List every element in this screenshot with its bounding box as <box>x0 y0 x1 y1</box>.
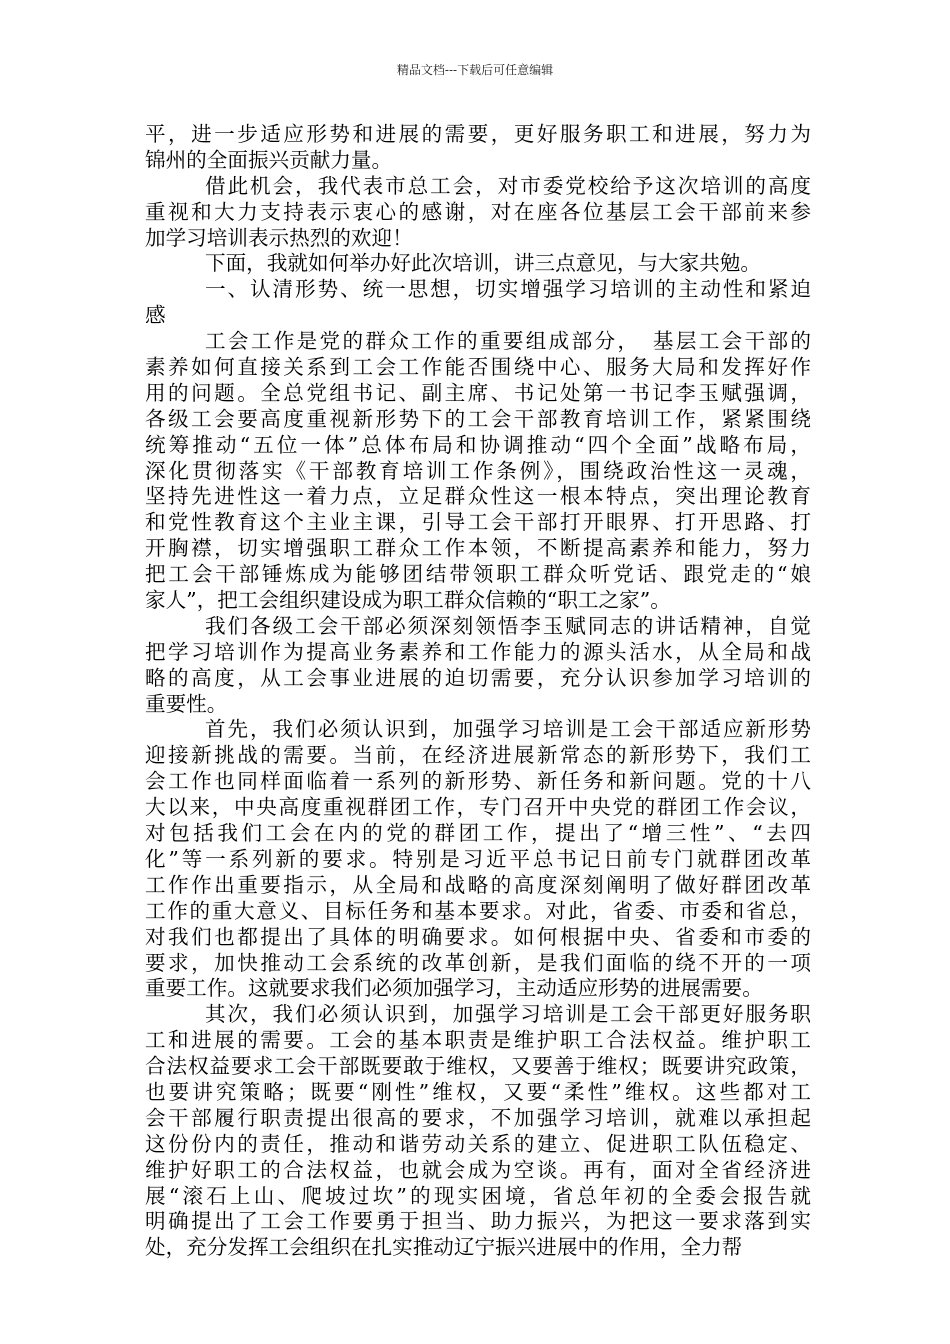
paragraph <box>145 277 811 329</box>
text-line: 对我们也都提出了具体的明确要求。如何根据中央、省委和市委的 <box>145 924 811 949</box>
text-line: 工和进展的需要。工会的基本职责是维护职工合法权益。维护职工 <box>145 1028 811 1053</box>
text-line: 下面，我就如何举办好此次培训，讲三点意见，与大家共勉。 <box>205 251 762 276</box>
text-line: 借此机会，我代表市总工会，对市委党校给予这次培训的高度 <box>205 173 811 198</box>
text-line: 首先，我们必须认识到，加强学习培训是工会干部适应新形势 <box>205 717 811 742</box>
text-line: 迎接新挑战的需要。当前，在经济进展新常态的新形势下，我们工 <box>145 743 811 768</box>
text-line: 工会工作是党的群众工作的重要组成部分， 基层工会干部的 <box>205 329 811 354</box>
text-line: 略的高度，从工会事业进展的迫切需要，充分认识参加学习培训的 <box>145 665 811 690</box>
text-line: 和党性教育这个主业主课，引导工会干部打开眼界、打开思路、打 <box>145 510 811 535</box>
text-line: 明确提出了工会工作要勇于担当、助力振兴，为把这一要求落到实 <box>145 1209 811 1234</box>
text-line: 我们各级工会干部必须深刻领悟李玉赋同志的讲话精神，自觉 <box>205 613 811 638</box>
text-line: 一、认清形势、统一思想，切实增强学习培训的主动性和紧迫 <box>205 277 811 302</box>
paragraph <box>145 174 811 252</box>
text-line: 把工会干部锤炼成为能够团结带领职工群众听党话、跟党走的“娘 <box>145 562 811 587</box>
paragraph <box>145 717 811 1002</box>
text-line: 对包括我们工会在内的党的群团工作，提出了“增三性”、“去四 <box>145 821 811 846</box>
text-line: 会工作也同样面临着一系列的新形势、新任务和新问题。党的十八 <box>145 769 811 794</box>
text-line: 素养如何直接关系到工会工作能否围绕中心、服务大局和发挥好作 <box>145 355 811 380</box>
paragraph <box>145 329 811 614</box>
text-line: 坚持先进性这一着力点，立足群众性这一根本特点，突出理论教育 <box>145 484 811 509</box>
text-line: 工作的重大意义、目标任务和基本要求。对此，省委、市委和省总， <box>145 898 811 923</box>
text-line: 深化贯彻落实《干部教育培训工作条例》，围绕政治性这一灵魂， <box>145 458 811 483</box>
text-line: 重视和大力支持表示衷心的感谢，对在座各位基层工会干部前来参 <box>145 199 811 224</box>
text-line: 展“滚石上山、爬坡过坎”的现实困境，省总年初的全委会报告就 <box>145 1183 811 1208</box>
text-line: 大以来，中央高度重视群团工作，专门召开中央党的群团工作会议， <box>145 795 811 820</box>
text-line: 各级工会要高度重视新形势下的工会干部教育培训工作，紧紧围绕 <box>145 406 811 431</box>
text-line: 用的问题。全总党组书记、副主席、书记处第一书记李玉赋强调， <box>145 380 811 405</box>
text-line: 平，进一步适应形势和进展的需要，更好服务职工和进展，努力为 <box>145 122 811 146</box>
text-line: 也要讲究策略；既要“刚性”维权，又要“柔性”维权。这些都对工 <box>145 1079 811 1104</box>
text-line: 维护好职工的合法权益，也就会成为空谈。再有，面对全省经济进 <box>145 1157 811 1182</box>
text-line: 家人”，把工会组织建设成为职工群众信赖的“职工之家”。 <box>145 588 671 613</box>
text-line: 其次，我们必须认识到，加强学习培训是工会干部更好服务职 <box>205 1002 811 1027</box>
text-line: 感 <box>145 303 166 328</box>
text-line: 统筹推动“五位一体”总体布局和协调推动“四个全面”战略布局， <box>145 432 811 457</box>
text-line: 锦州的全面振兴贡献力量。 <box>145 147 393 172</box>
page-header: 精品文档---下载后可任意编辑 <box>396 63 554 77</box>
text-line: 加学习培训表示热烈的欢迎！ <box>145 225 413 250</box>
text-line: 会干部履行职责提出很高的要求，不加强学习培训，就难以承担起 <box>145 1105 811 1130</box>
text-line: 化”等一系列新的要求。特别是习近平总书记日前专门就群团改革 <box>145 846 811 871</box>
text-line: 合法权益要求工会干部既要敢于维权，又要善于维权；既要讲究政策， <box>145 1054 811 1079</box>
text-line: 这份份内的责任，推动和谐劳动关系的建立、促进职工队伍稳定、 <box>145 1131 811 1156</box>
text-line: 开胸襟，切实增强职工群众工作本领，不断提高素养和能力，努力 <box>145 536 811 561</box>
text-line: 重要工作。这就要求我们必须加强学习，主动适应形势的进展需要。 <box>145 976 763 1001</box>
paragraph <box>145 122 811 174</box>
paragraph <box>145 251 811 277</box>
text-line: 工作作出重要指示，从全局和战略的高度深刻阐明了做好群团改革 <box>145 872 811 897</box>
paragraph <box>145 614 811 718</box>
text-line: 把学习培训作为提高业务素养和工作能力的源头活水，从全局和战 <box>145 639 811 664</box>
paragraph <box>145 1002 811 1261</box>
text-line: 重要性。 <box>145 691 228 716</box>
text-line: 处，充分发挥工会组织在扎实推动辽宁振兴进展中的作用，全力帮 <box>145 1235 743 1260</box>
document-body <box>145 122 811 1261</box>
text-line: 要求，加快推动工会系统的改革创新，是我们面临的绕不开的一项 <box>145 950 811 975</box>
